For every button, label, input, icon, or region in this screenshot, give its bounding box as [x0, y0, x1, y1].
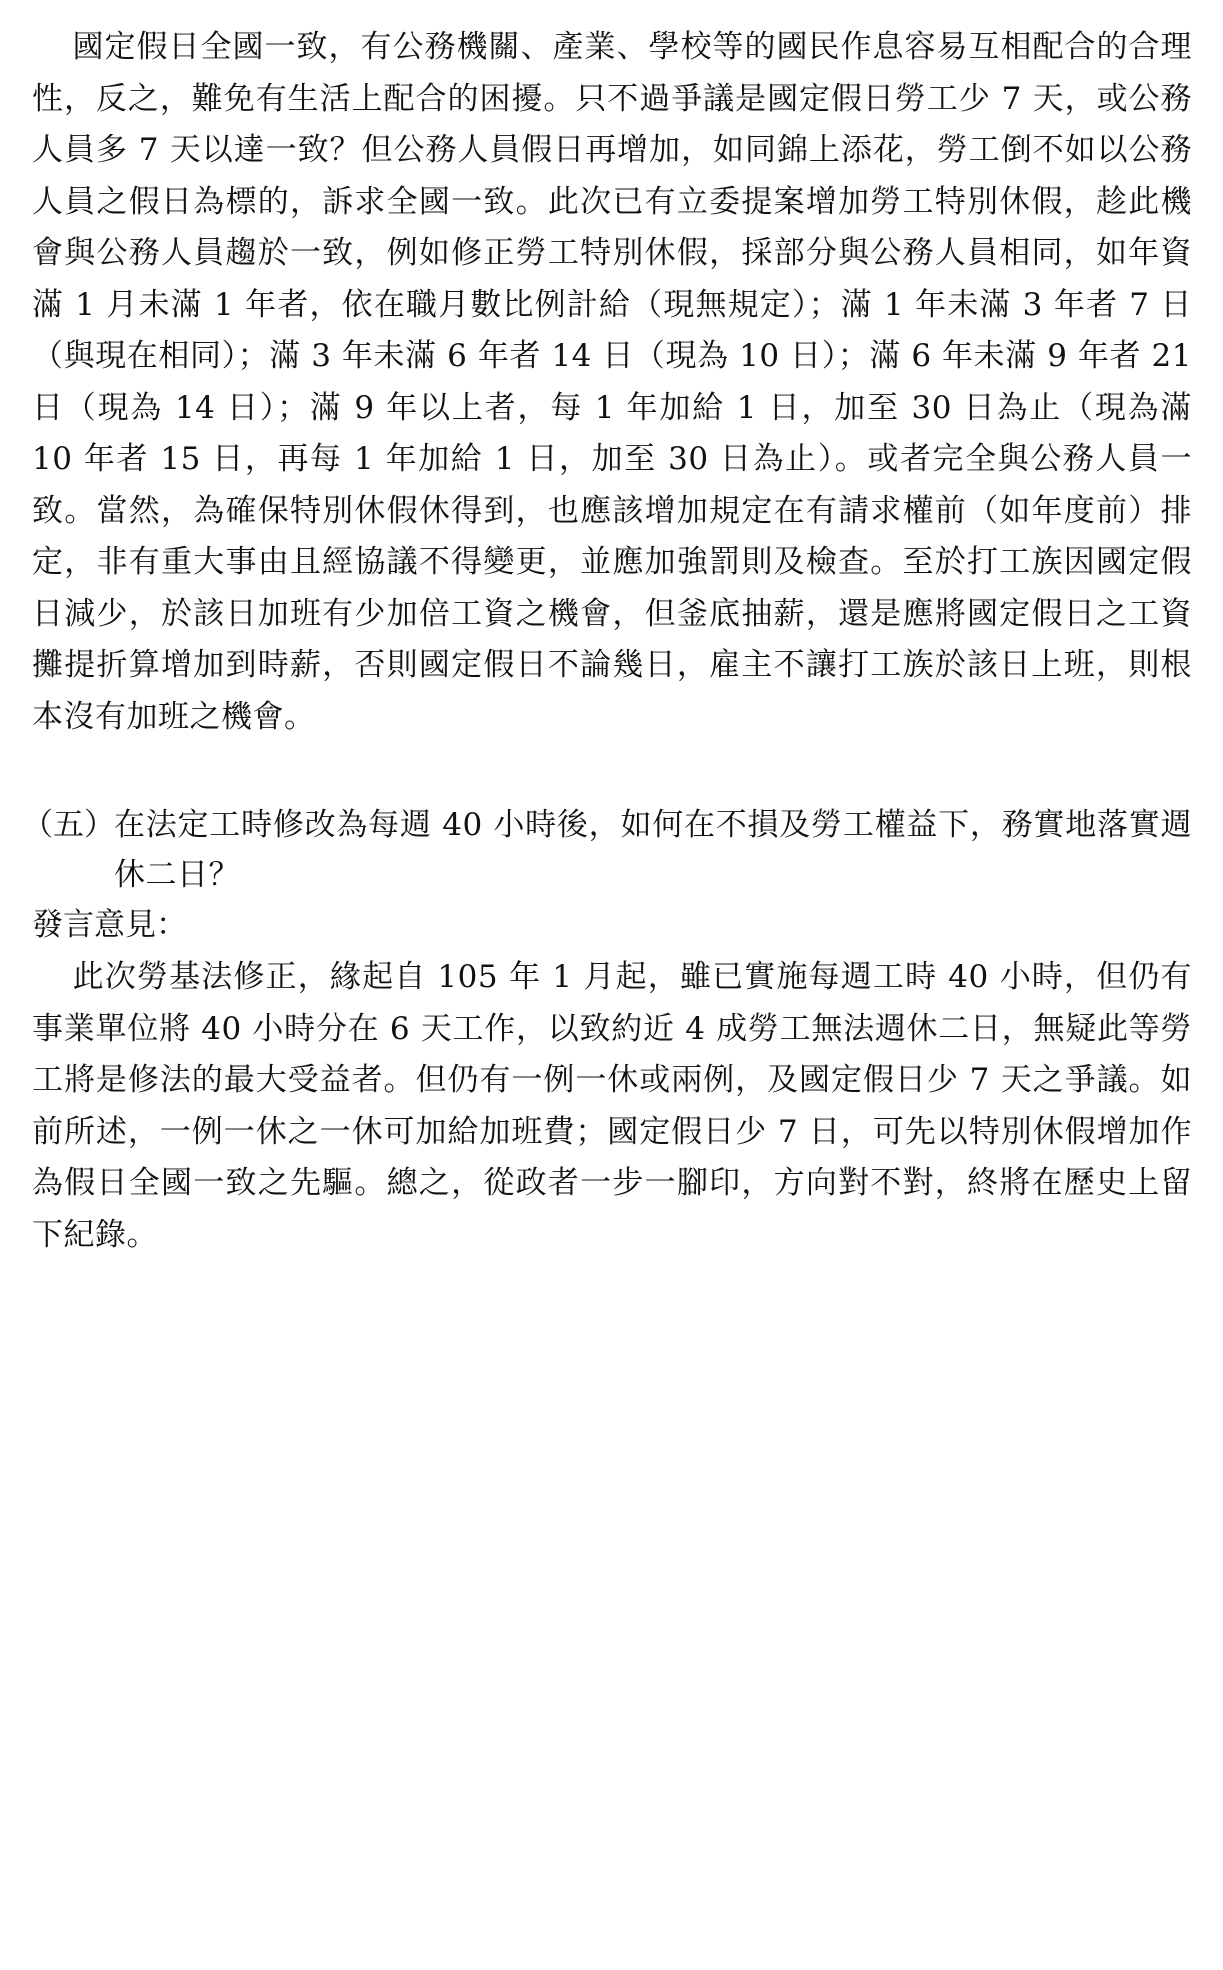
body-paragraph-national-holidays	[32, 22, 1192, 743]
paragraph-text: 國定假日全國一致，有公務機關、產業、學校等的國民作息容易互相配合的合理性，反之，難免有生活上配合的困擾。只不過爭議是國定假日勞工少 7 天，或公務人員多 7 天以達一致？但公務人員假日再增加，如同錦上添花，勞工倒不如以公務人員之假日為標的，訴求全國一致。此次已有立委提案增加勞工特別休假，趁此機會與公務人員趨於一致，例如修正勞工特別休假，採部分與公務人員相同，如年資滿 1 月未滿 1 年者，依在職月數比例計給（現無規定）；滿 1 年未滿 3 年者 7 日（與現在相同）；滿 3 年未滿 6 年者 14 日（現為 10 日）；滿 6 年未滿 9 年者 21 日（現為 14 日）；滿 9 年以上者，每 1 年加給 1 日，加至 30 日為止（現為滿 10 年者 15 日，再每 1 年加給 1 日，加至 30 日為止）。或者完全與公務人員一致。當然，為確保特別休假休得到，也應該增加規定在有請求權前（如年度前）排定，非有重大事由且經協議不得變更，並應加強罰則及檢查。至於打工族因國定假日減少，於該日加班有少加倍工資之機會，但釜底抽薪，還是應將國定假日之工資攤提折算增加到時薪，否則國定假日不論幾日，雇主不讓打工族於該日上班，則根本沒有加班之機會。	[32, 29, 1192, 735]
paragraph-text: 此次勞基法修正，緣起自 105 年 1 月起，雖已實施每週工時 40 小時，但仍有事業單位將 40 小時分在 6 天工作，以致約近 4 成勞工無法週休二日，無疑此等勞工將是修法的最大受益者。但仍有一例一休或兩例，及國定假日少 7 天之爭議。如前所述，一例一休之一休可加給加班費；國定假日少 7 日，可先以特別休假增加作為假日全國一致之先驅。總之，從政者一步一腳印，方向對不對，終將在歷史上留下紀錄。	[32, 959, 1192, 1253]
question-text: 在法定工時修改為每週 40 小時後，如何在不損及勞工權益下，務實地落實週休二日？	[114, 807, 1192, 893]
body-paragraph-opinion	[32, 952, 1192, 1261]
opinion-label: 發言意見：	[32, 907, 187, 943]
question-five	[22, 800, 1192, 900]
question-number: （五）	[22, 807, 115, 843]
